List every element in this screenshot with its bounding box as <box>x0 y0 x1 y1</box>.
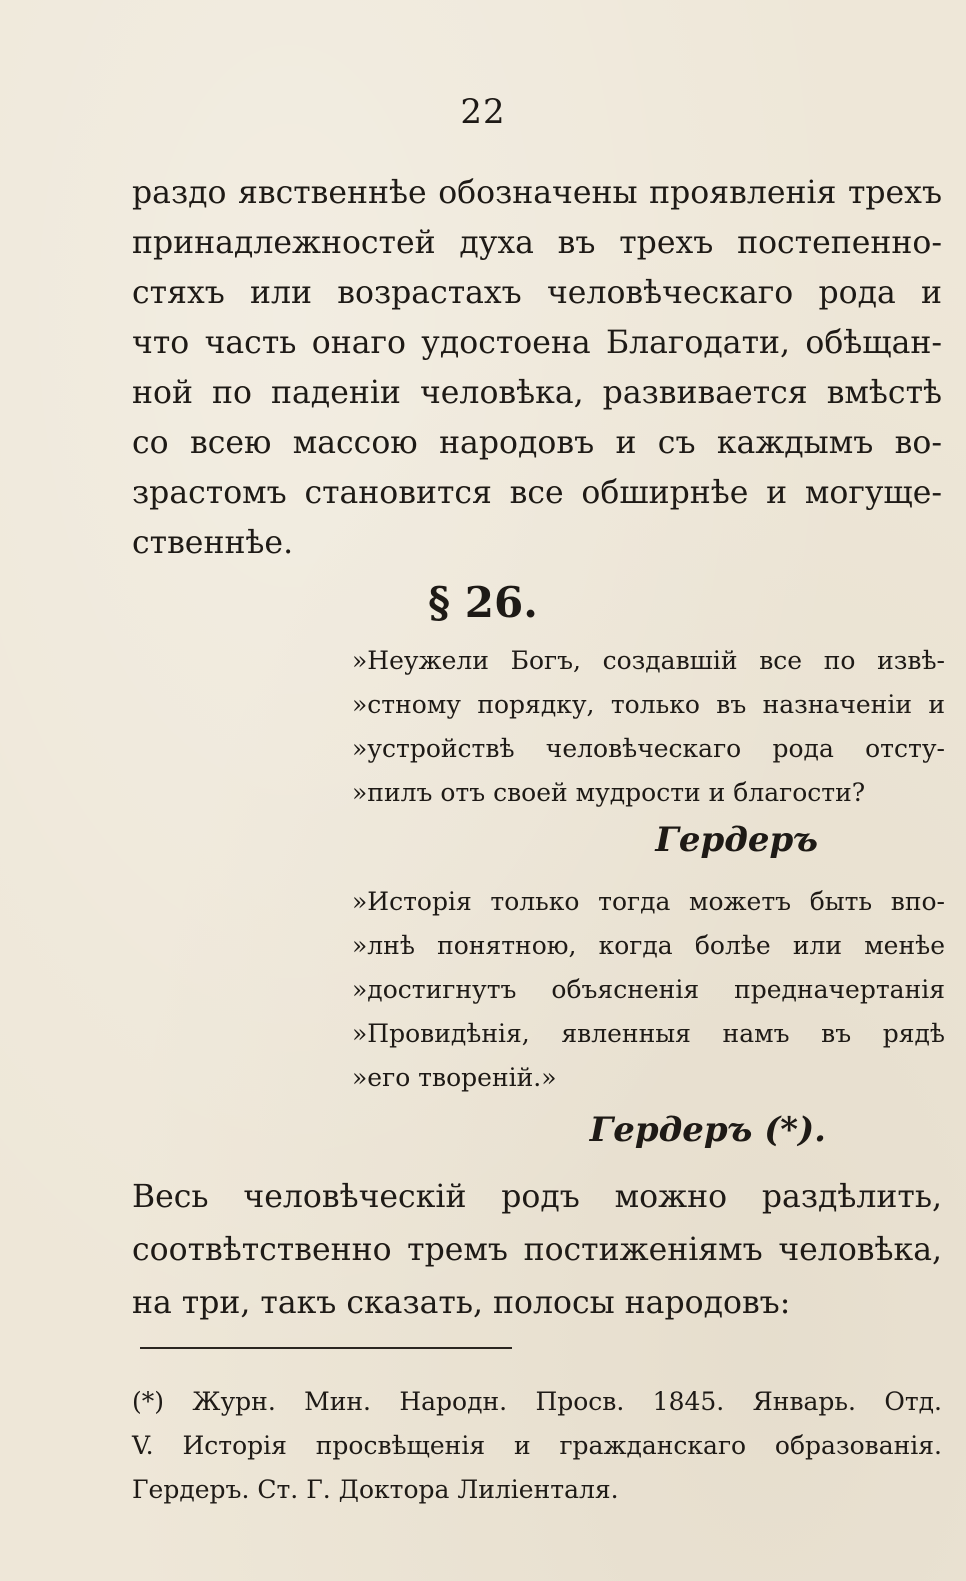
quote-line: »стному порядку, только въ назначеніи и <box>352 690 945 719</box>
quote-line: »Провидѣнія, явленныя намъ въ рядѣ <box>352 1019 945 1048</box>
page-number: 22 <box>460 92 506 132</box>
section-heading: § 26. <box>428 578 538 627</box>
text-line: зрастомъ становится все обширнѣе и могуще- <box>132 475 942 511</box>
text-line: на три, такъ сказать, полосы народовъ: <box>132 1285 791 1321</box>
text-line: раздо явственнѣе обозначены проявленія трехъ <box>132 175 942 211</box>
footnote-divider <box>140 1347 512 1349</box>
text-line: стяхъ или возрастахъ человѣческаго рода и <box>132 275 942 311</box>
quote-line: »достигнутъ объясненія предначертанія <box>352 975 945 1004</box>
quote-line: »лнѣ понятною, когда болѣе или менѣе <box>352 931 945 960</box>
footnote-line: V. Исторія просвѣщенія и гражданскаго образованія. <box>132 1431 942 1460</box>
text-line: ной по паденіи человѣка, развивается вмѣстѣ <box>132 375 942 411</box>
attribution: Гердеръ (*). <box>589 1110 826 1150</box>
text-line: со всею массою народовъ и съ каждымъ во- <box>132 425 942 461</box>
attribution: Гердеръ <box>655 820 818 860</box>
quote-line: »устройствѣ человѣческаго рода отсту- <box>352 734 945 763</box>
footnote-line: (*) Журн. Мин. Народн. Просв. 1845. Январь. Отд. <box>132 1387 942 1416</box>
footnote-line: Гердеръ. Ст. Г. Доктора Лиліенталя. <box>132 1475 619 1504</box>
text-line: что часть онаго удостоена Благодати, обѣщан- <box>132 325 942 361</box>
text-line: Весь человѣческій родъ можно раздѣлить, <box>132 1179 942 1215</box>
text-line: соотвѣтственно тремъ постиженіямъ человѣка, <box>132 1232 942 1268</box>
text-line: ственнѣе. <box>132 525 294 561</box>
quote-line: »его твореній.» <box>352 1063 557 1092</box>
text-line: принадлежностей духа въ трехъ постепенно- <box>132 225 942 261</box>
quote-line: »пилъ отъ своей мудрости и благости? <box>352 778 866 807</box>
quote-line: »Неужели Богъ, создавшій все по извѣ- <box>352 646 945 675</box>
quote-line: »Исторія только тогда можетъ быть впо- <box>352 887 945 916</box>
